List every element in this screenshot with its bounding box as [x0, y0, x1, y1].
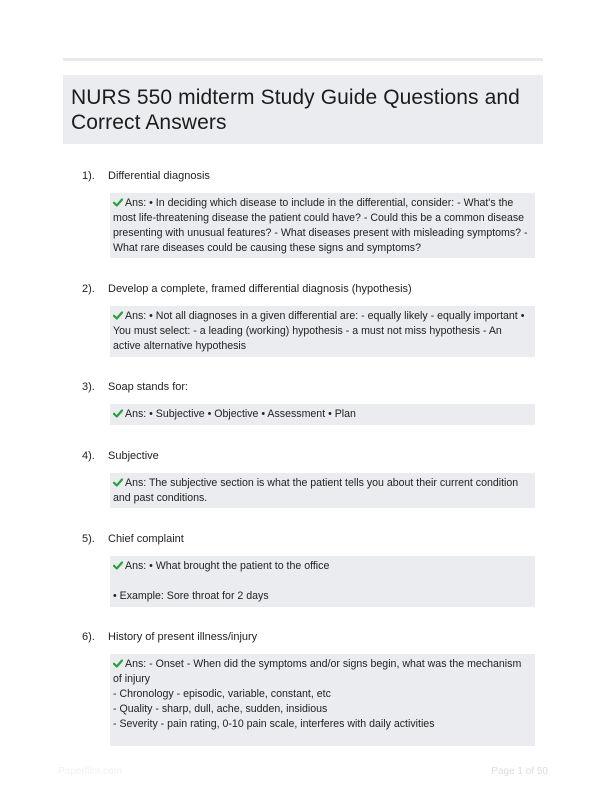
answer-text: Ans: • Subjective • Objective • Assessment • Plan [125, 408, 356, 420]
answer-text: Ans: • What brought the patient to the office [125, 560, 330, 572]
question-number: 3). [82, 381, 95, 393]
answer-box-4 [110, 473, 535, 508]
answer-text: Ans: The subjective section is what the patient tells you about their current condition and past conditions. [113, 477, 519, 504]
answer-text: • Example: Sore throat for 2 days [113, 590, 269, 602]
watermark-text: Paperfilm.com [58, 766, 122, 777]
question-text: Develop a complete, framed differential diagnosis (hypothesis) [108, 283, 412, 295]
check-icon [113, 478, 123, 487]
title-banner [63, 75, 543, 144]
question-text: History of present illness/injury [108, 631, 258, 643]
answer-text: - Quality - sharp, dull, ache, sudden, insidious [113, 703, 328, 715]
answer-text: Ans: • Not all diagnoses in a given differential are: - equally likely - equally important • You must select: - a leading (working) hypothesis - a must not miss hypothesis - An active alternative hypothesis [113, 310, 525, 352]
question-number: 4). [82, 450, 95, 462]
check-icon [113, 198, 123, 207]
answer-box-5 [110, 556, 535, 607]
question-number: 5). [82, 533, 95, 545]
question-text: Differential diagnosis [108, 170, 210, 182]
question-text: Chief complaint [108, 533, 184, 545]
answer-text: Ans: • In deciding which disease to include in the differential, consider: - What's the most life-threatening disease the patient could have? - Could this be a common disease presenting with unusual features? - What diseases present with misleading symptoms? - What rare diseases could be causing these signs and symptoms? [113, 197, 528, 254]
page-indicator: Page 1 of 50 [491, 766, 548, 777]
question-text: Soap stands for: [108, 381, 189, 393]
answer-box-3 [110, 404, 535, 425]
top-divider [63, 58, 543, 61]
answer-box-1 [110, 193, 535, 258]
question-number: 6). [82, 631, 95, 643]
answer-text: - Severity - pain rating, 0-10 pain scale, interferes with daily activities [113, 718, 435, 730]
check-icon [113, 561, 123, 570]
check-icon [113, 311, 123, 320]
document-title: NURS 550 midterm Study Guide Questions and Correct Answers [71, 86, 520, 134]
answer-box-2 [110, 306, 535, 357]
check-icon [113, 659, 123, 668]
question-number: 2). [82, 283, 95, 295]
answer-text: - Chronology - episodic, variable, constant, etc [113, 688, 331, 700]
question-text: Subjective [108, 450, 159, 462]
answer-text: Ans: - Onset - When did the symptoms and/or signs begin, what was the mechanism of injury [113, 658, 522, 685]
answer-box-6 [110, 654, 535, 746]
question-number: 1). [82, 170, 95, 182]
check-icon [113, 409, 123, 418]
